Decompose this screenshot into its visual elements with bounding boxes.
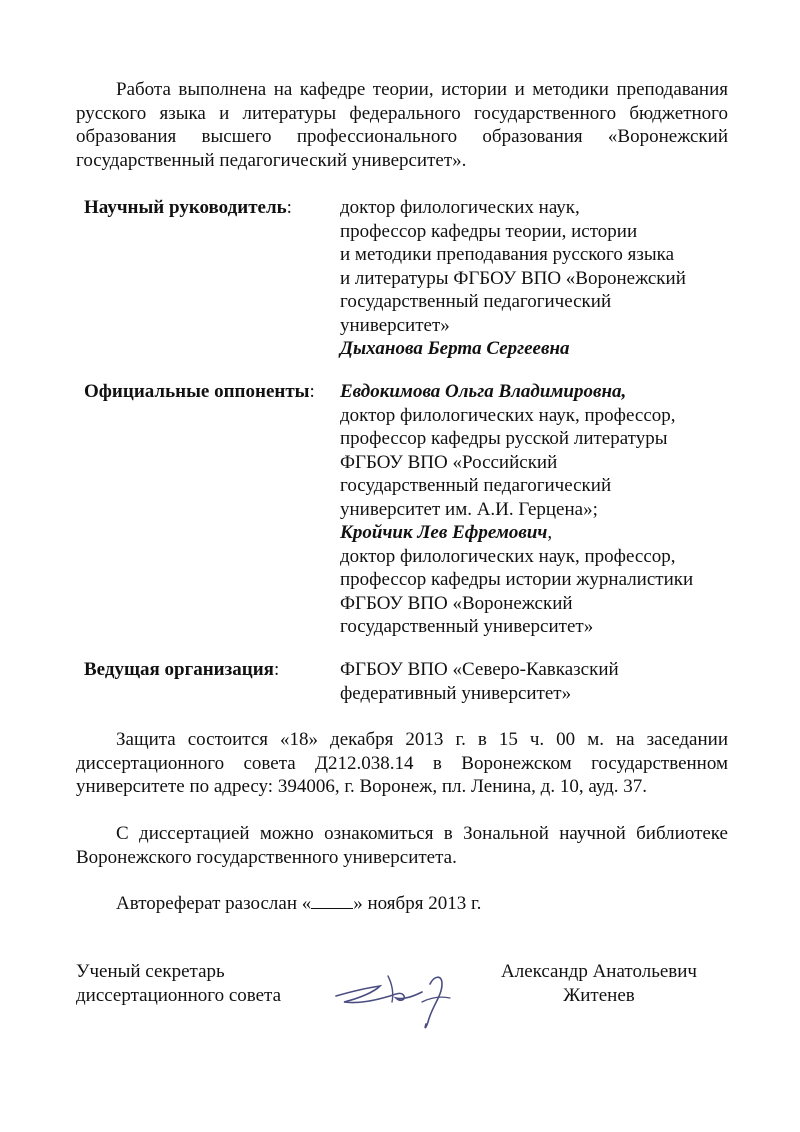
lead-org-line: федеративный университет» [340,682,572,704]
supervisor-line: государственный педагогический [340,291,612,312]
mailing-suffix: » ноября 2013 г. [353,893,482,914]
opponent-line: профессор кафедры истории журналистики [340,569,694,590]
library-paragraph: С диссертацией можно ознакомиться в Зональной научной библиотеке Воронежского государственного университета. [76,823,728,868]
supervisor-label-text: Научный руководитель [84,197,287,218]
opponent-name-second-suffix: , [547,522,553,543]
handwritten-signature [330,962,460,1034]
supervisor-info [340,196,740,361]
signature-name-line: Житенев [563,984,635,1006]
lead-org-info [340,658,740,705]
opponents-info [340,380,740,639]
lead-org-label-colon: : [273,659,280,680]
opponents-label [84,380,315,404]
supervisor-line: университет» [340,314,450,336]
supervisor-line: и методики преподавания русского языка [340,244,675,265]
opponent-line: университет им. А.И. Герцена»; [340,498,598,520]
opponent-line: государственный университет» [340,616,594,637]
opponents-label-colon: : [309,381,315,402]
supervisor-line: доктор филологических наук, [340,197,580,218]
opponent-name-second: Кройчик Лев Ефремович [340,522,548,543]
opponent-line: государственный педагогический [340,475,612,496]
supervisor-label-colon: : [286,197,292,218]
lead-org-label [84,658,279,682]
lead-org-line: ФГБОУ ВПО «Северо-Кавказский [340,659,619,680]
mailing-date-blank [311,892,353,909]
signature-name [494,960,704,1007]
opponents-label-text: Официальные оппоненты [84,381,310,402]
supervisor-name: Дыханова Берта Сергеевна [340,338,570,359]
defense-paragraph: Защита состоится «18» декабря 2013 г. в 15 ч. 00 м. на заседании диссертационного совета Д212.038.14 в Воронежском государственном университете по адресу: 394006, г. Воронеж, пл. Ленина, д. 10, ауд. 37. [76,729,728,797]
signature-name-line: Александр Анатольевич [501,961,697,982]
supervisor-line: и литературы ФГБОУ ВПО «Воронежский [340,267,686,289]
lead-org-label-text: Ведущая организация [84,659,274,680]
supervisor-line: профессор кафедры теории, истории [340,220,638,242]
signature-role-line: диссертационного совета [76,984,282,1006]
opponent-line: профессор кафедры русской литературы [340,428,668,449]
opponent-second [340,521,740,545]
mailing-paragraph [76,892,728,916]
opponent-name-first: Евдокимова Ольга Владимировна, [340,381,627,402]
opponent-line: ФГБОУ ВПО «Воронежский [340,592,573,614]
intro-paragraph: Работа выполнена на кафедре теории, истории и методики преподавания русского языка и литературы федерального государственного бюджетного образования высшего профессионального образования «Воронежский государственный педагогический университет». [76,79,728,171]
signature-role-line: Ученый секретарь [76,961,225,982]
opponent-line: ФГБОУ ВПО «Российский [340,451,558,473]
signature-role [76,960,281,1007]
opponent-line: доктор филологических наук, профессор, [340,545,676,567]
supervisor-label [84,196,292,220]
opponent-line: доктор филологических наук, профессор, [340,404,676,426]
mailing-prefix: Автореферат разослан « [116,893,312,914]
